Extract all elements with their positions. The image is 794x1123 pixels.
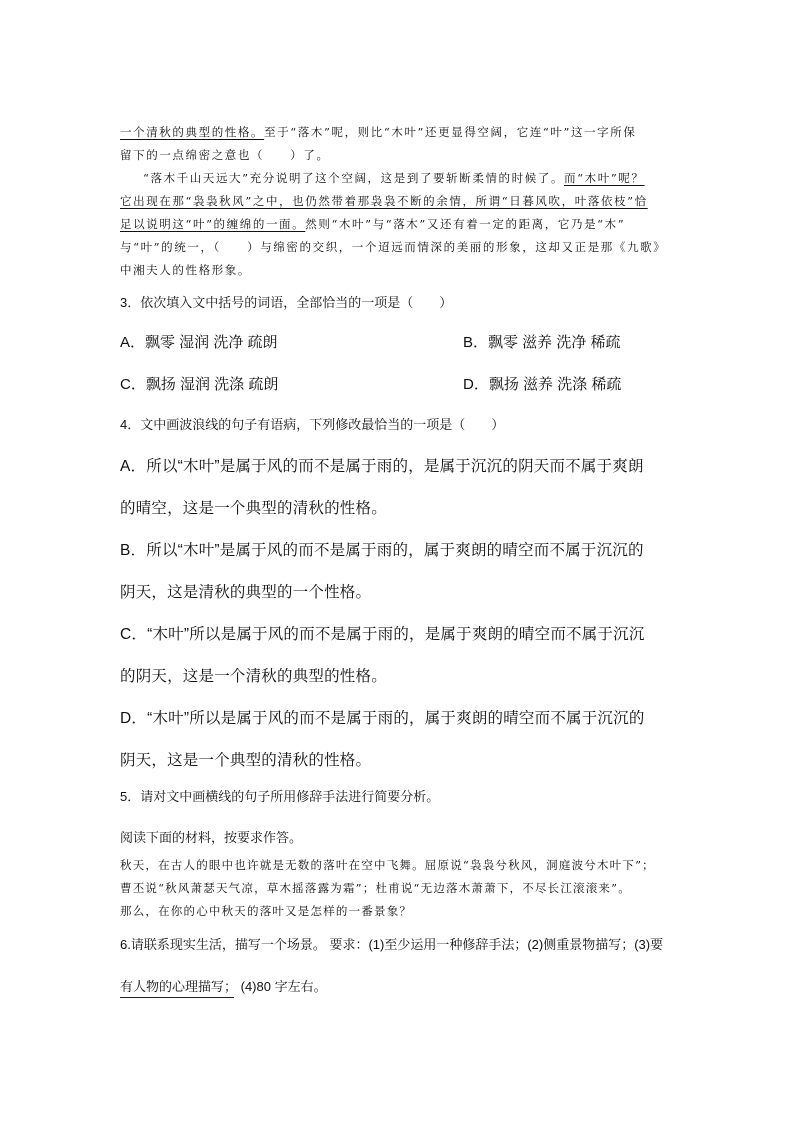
q4-option-d-line1: D．“木叶”所以是属于风的而不是属于雨的，属于爽朗的晴空而不属于沉沉的 xyxy=(120,710,645,727)
passage-line-7: 中湘夫人的性格形象。 xyxy=(120,263,251,277)
q3-option-a: A．飘零 湿润 洗净 疏朗 xyxy=(120,334,278,351)
material-line-1: 秋天，在古人的眼中也许就是无数的落叶在空中飞舞。屈原说“袅袅兮秋风，洞庭波兮木叶下”； xyxy=(120,858,655,872)
question-6-line2: 有人物的心理描写； (4)80 字左右。 xyxy=(120,979,327,994)
material-line-3: 那么，在你的心中秋天的落叶又是怎样的一番景象？ xyxy=(120,904,413,918)
question-3-stem: 3．依次填入文中括号的词语，全部恰当的一项是（ ） xyxy=(120,295,453,310)
underlined-sentence: 而“木叶”呢？ xyxy=(564,171,645,185)
q4-option-c-line2: 的阴天，这是一个清秋的典型的性格。 xyxy=(120,668,387,685)
footnote-divider xyxy=(120,997,234,998)
q4-option-c-line1: C．“木叶”所以是属于风的而不是属于雨的，是属于爽朗的晴空而不属于沉沉 xyxy=(120,626,645,643)
passage-line-1: 一个清秋的典型的性格。至于“落木”呢，则比“木叶”还更显得空阔，它连“叶”这一字所保 xyxy=(120,125,637,139)
question-5-stem: 5．请对文中画横线的句子所用修辞手法进行简要分析。 xyxy=(120,789,440,804)
passage-line-2: 留下的一点绵密之意也（ ）了。 xyxy=(120,148,330,162)
underlined-sentence: 一个清秋的典型的性格。 xyxy=(120,125,265,139)
reading-instruction: 阅读下面的材料，按要求作答。 xyxy=(120,830,303,845)
passage-line-3: “落木千山天远大”充分说明了这个空阔，这是到了要斩断柔情的时候了。而“木叶”呢？ xyxy=(143,171,645,185)
q3-option-b: B．飘零 滋养 洗净 稀疏 xyxy=(463,334,621,351)
q3-option-d: D．飘扬 滋养 洗涤 稀疏 xyxy=(463,376,622,393)
q4-option-a-line2: 的晴空，这是一个典型的清秋的性格。 xyxy=(120,500,387,517)
underlined-sentence: 它出现在那“袅袅秋风”之中，也仍然带着那袅袅不断的余情，所谓“日暮风吹，叶落依枝”恰 xyxy=(120,194,648,208)
q4-option-b-line1: B．所以“木叶”是属于风的而不是属于雨的，属于爽朗的晴空而不属于沉沉的 xyxy=(120,542,644,559)
q3-option-c: C．飘扬 湿润 洗涤 疏朗 xyxy=(120,376,279,393)
q4-option-a-line1: A．所以“木叶”是属于风的而不是属于雨的，是属于沉沉的阴天而不属于爽朗 xyxy=(120,458,644,475)
question-6-line1: 6.请联系现实生活，描写一个场景。 要求：(1)至少运用一种修辞手法；(2)侧重景物描写；(3)要 xyxy=(120,937,664,952)
q4-option-d-line2: 阴天，这是一个典型的清秋的性格。 xyxy=(120,752,372,769)
passage-line-4 xyxy=(120,193,648,209)
underlined-sentence: 足以说明这“叶”的缠绵的一面。 xyxy=(120,217,306,231)
passage-line-6: 与“叶”的统一，（ ）与绵密的交织，一个迢远而情深的美丽的形象，这却又正是那《九歌》 xyxy=(120,240,667,254)
passage-line-5: 足以说明这“叶”的缠绵的一面。然则“木叶”与“落木”又还有着一定的距离，它乃是“木” xyxy=(120,217,626,231)
q4-option-b-line2: 阴天，这是清秋的典型的一个性格。 xyxy=(120,584,372,601)
question-4-stem: 4．文中画波浪线的句子有语病，下列修改最恰当的一项是（ ） xyxy=(120,417,505,432)
material-line-2: 曹丕说“秋风萧瑟天气凉，草木摇落露为霜”；杜甫说“无边落木萧萧下，不尽长江滚滚来”。 xyxy=(120,881,631,895)
